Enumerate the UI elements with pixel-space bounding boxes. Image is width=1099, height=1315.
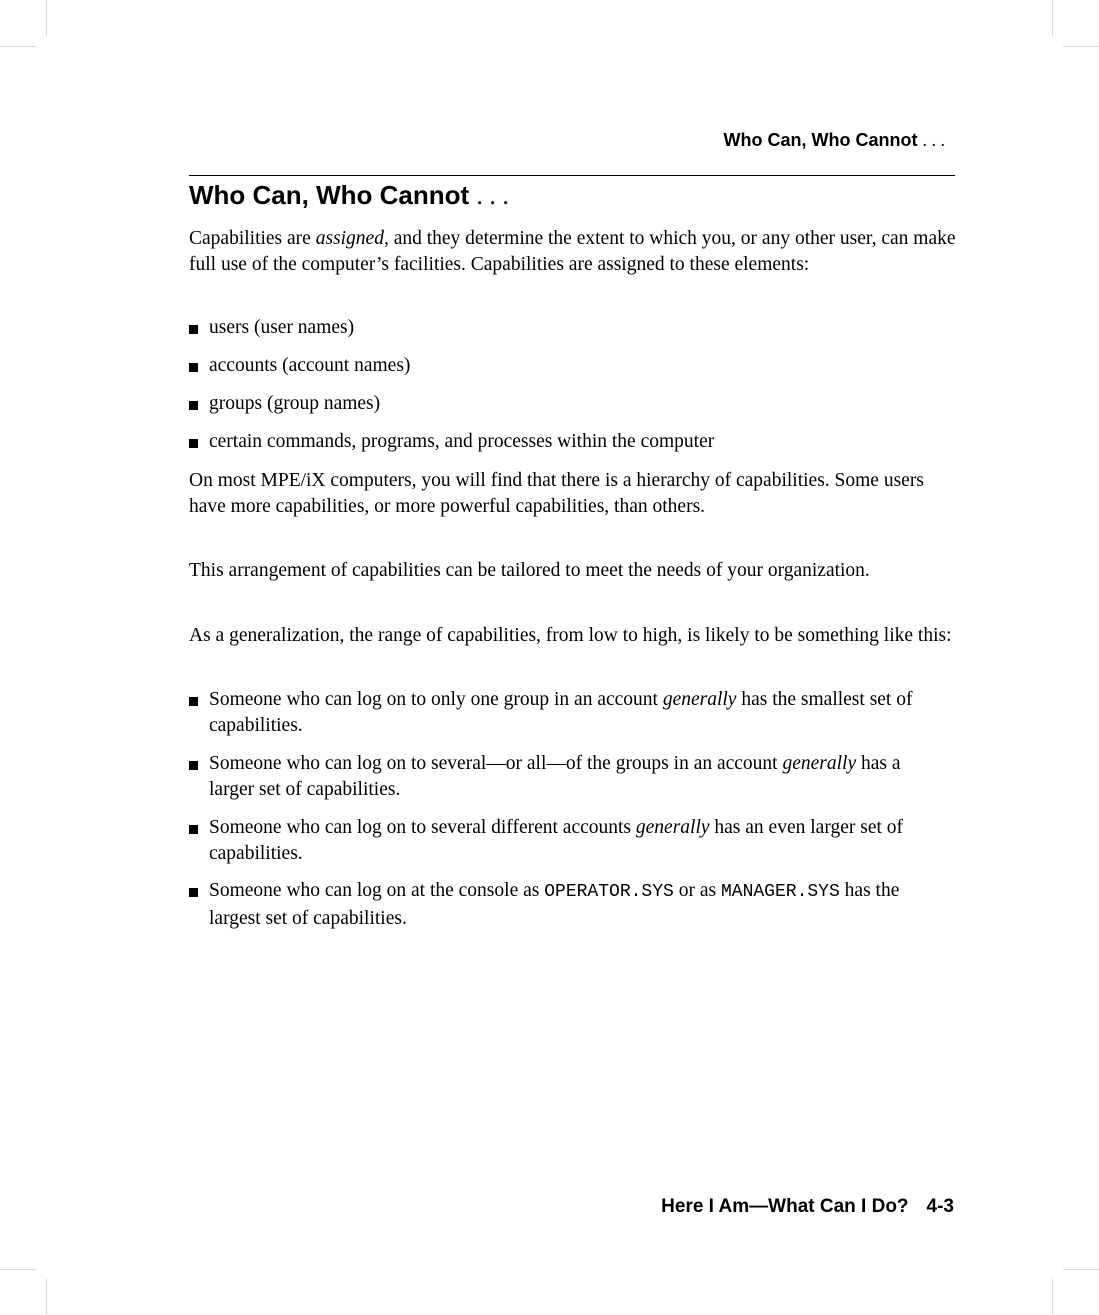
list-item-text: groups (group names) (209, 393, 381, 414)
bullet-icon (189, 401, 198, 410)
page-number: 4-3 (926, 1196, 954, 1217)
hierarchy-text: On most MPE/iX computers, you will find that there is a hierarchy of capabilities. Some users have more capabilities, or more powerful capabilities, than others. (189, 470, 924, 517)
page-title-ellipsis: . . . (476, 181, 509, 210)
running-head (724, 130, 945, 151)
text-segment: Someone who can log on at the console as (209, 880, 545, 901)
crop-mark (46, 0, 47, 36)
generalization-text: As a generalization, the range of capabilities, from low to high, is likely to be something like this: (189, 625, 952, 646)
crop-mark (1063, 1269, 1099, 1270)
emphasis: generally (782, 753, 857, 774)
hierarchy-paragraph (189, 468, 959, 520)
emphasis: generally (635, 817, 710, 838)
bullet-icon (189, 363, 198, 372)
list-item (189, 429, 949, 455)
list-item-text (209, 687, 949, 739)
list-item (189, 687, 949, 739)
text-segment: Someone who can log on to only one group in an account (209, 689, 663, 710)
list-item (189, 878, 949, 932)
bullet-icon (189, 697, 198, 706)
generalization-paragraph (189, 623, 959, 649)
page-footer (661, 1196, 954, 1218)
list-item (189, 751, 949, 803)
crop-mark (1063, 46, 1099, 47)
text-segment: Someone who can log on to several—or all—of the groups in an account (209, 753, 783, 774)
list-item-text (209, 751, 949, 803)
text-segment: Someone who can log on to several different accounts (209, 817, 636, 838)
bullet-icon (189, 825, 198, 834)
running-head-ellipsis: . . . (922, 130, 945, 150)
emphasis: generally (662, 689, 737, 710)
code-operator-sys: OPERATOR.SYS (544, 882, 674, 902)
text-segment: has the smallest set of capabilities. (209, 689, 913, 736)
intro-text-2: , and they determine the extent to which you, or any other user, can make full use of the computer’s facilities. Capabilities are assigned to these elements: (189, 228, 956, 275)
text-segment: or as (673, 880, 721, 901)
bullet-icon (189, 761, 198, 770)
tailored-text: This arrangement of capabilities can be tailored to meet the needs of your organization. (189, 560, 870, 581)
list-item (189, 353, 949, 379)
bullet-icon (189, 888, 198, 897)
crop-mark (1052, 1279, 1053, 1315)
intro-emphasis: assigned (315, 228, 384, 249)
intro-text-1: Capabilities are (189, 228, 316, 249)
list-item (189, 391, 949, 417)
list-item-text: accounts (account names) (209, 355, 411, 376)
code-manager-sys: MANAGER.SYS (720, 882, 840, 902)
list-item (189, 315, 949, 341)
bullet-icon (189, 439, 198, 448)
running-head-text: Who Can, Who Cannot (723, 130, 918, 150)
crop-mark (0, 1269, 36, 1270)
list-item-text: certain commands, programs, and processes within the computer (209, 431, 715, 452)
list-item (189, 815, 949, 867)
list-item-text (209, 815, 949, 867)
footer-chapter: Here I Am—What Can I Do? (661, 1196, 909, 1217)
text-segment: has an even larger set of capabilities. (209, 817, 904, 864)
page-title (189, 180, 509, 211)
text-segment: has a larger set of capabilities. (209, 753, 901, 800)
header-rule (189, 175, 955, 176)
list-item-text (209, 878, 949, 932)
intro-paragraph (189, 226, 959, 278)
crop-mark (46, 1279, 47, 1315)
crop-mark (0, 46, 36, 47)
bullet-icon (189, 325, 198, 334)
tailored-paragraph (189, 558, 959, 584)
list-item-text: users (user names) (209, 317, 355, 338)
crop-mark (1052, 0, 1053, 36)
page-title-text: Who Can, Who Cannot (189, 180, 470, 210)
text-segment: has the largest set of capabilities. (209, 880, 900, 929)
